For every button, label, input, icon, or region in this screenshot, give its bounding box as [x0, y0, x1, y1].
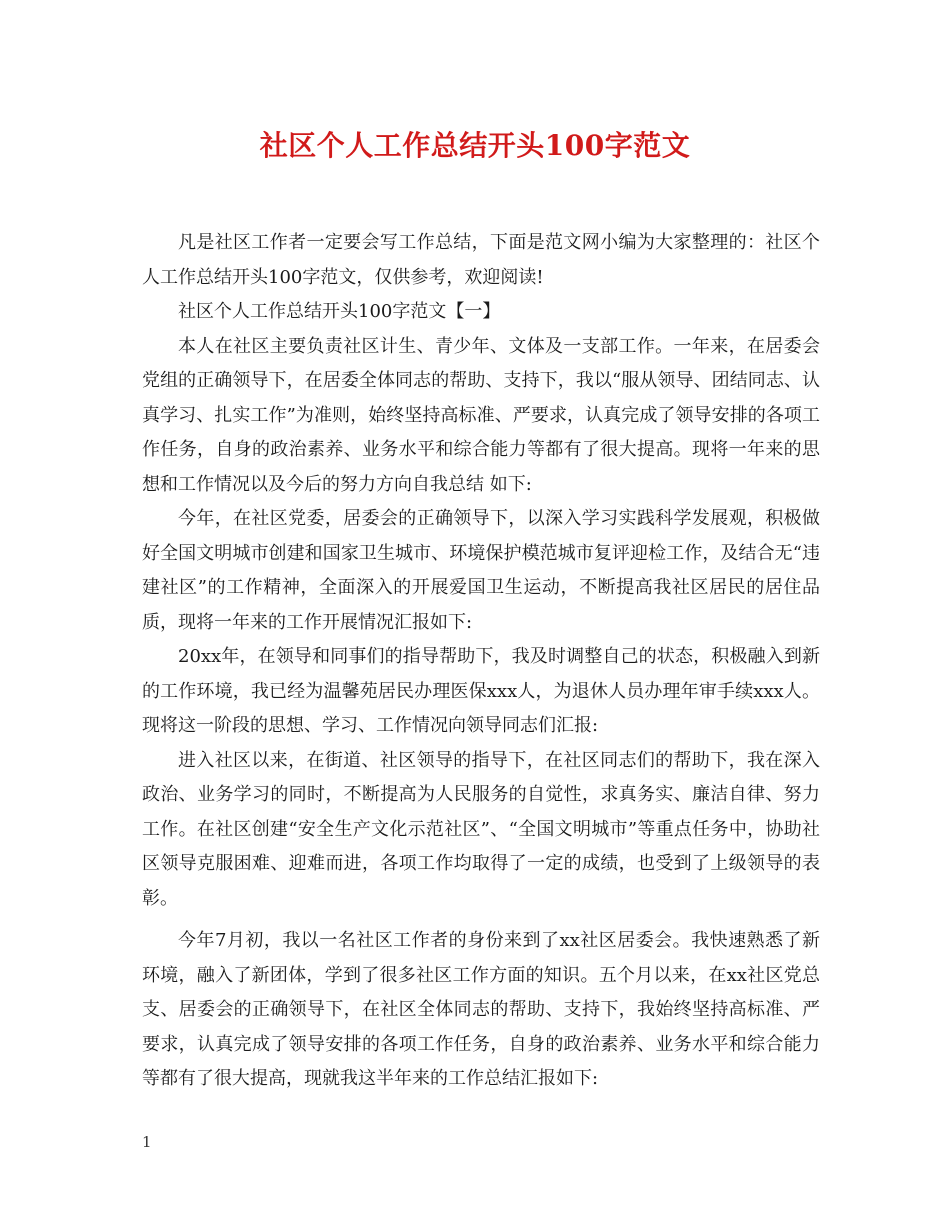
paragraph-20xx: 20xx年，在领导和同事们的指导帮助下，我及时调整自己的状态，积极融入到新的工作环境，我已经为温馨苑居民办理医保xxx人，为退休人员办理年审手续xxx人。现将这一阶段的思想、学习、工作情况向领导同志们汇报:: [142, 646, 820, 736]
page-number: 1: [142, 1133, 152, 1151]
paragraph-this-year: 今年，在社区党委，居委会的正确领导下，以深入学习实践科学发展观，积极做好全国文明城市创建和国家卫生城市、环境保护模范城市复评迎检工作，及结合无“违建社区”的工作精神，全面深入的开展爱国卫生运动，不断提高我社区居民的居住品质，现将一年来的工作开展情况汇报如下:: [142, 508, 820, 633]
paragraph-july: 今年7月初，我以一名社区工作者的身份来到了xx社区居委会。我快速熟悉了新环境，融入了新团体，学到了很多社区工作方面的知识。五个月以来，在xx社区党总支、居委会的正确领导下，在社区全体同志的帮助、支持下，我始终坚持高标准、严要求，认真完成了领导安排的各项工作任务，自身的政治素养、业务水平和综合能力等都有了很大提高，现就我这半年来的工作总结汇报如下:: [142, 930, 820, 1089]
paragraph-joined-community: 进入社区以来，在街道、社区领导的指导下，在社区同志们的帮助下，我在深入政治、业务学习的同时，不断提高为人民服务的自觉性，求真务实、廉洁自律、努力工作。在社区创建“安全生产文化示范社区”、“全国文明城市”等重点任务中，协助社区领导克服困难、迎难而进，各项工作均取得了一定的成绩，也受到了上级领导的表彰。: [142, 749, 820, 909]
section-heading: 社区个人工作总结开头100字范文【一】: [178, 301, 501, 322]
paragraph-responsibilities: 本人在社区主要负责社区计生、青少年、文体及一支部工作。一年来，在居委会党组的正确领导下，在居委全体同志的帮助、支持下，我以“服从领导、团结同志、认真学习、扎实工作”为准则，始终坚持高标准、严要求，认真完成了领导安排的各项工作任务，自身的政治素养、业务水平和综合能力等都有了很大提高。现将一年来的思想和工作情况以及今后的努力方向自我总结 如下:: [142, 335, 820, 495]
document-body: [142, 226, 820, 1097]
document-title: 社区个人工作总结开头100字范文: [259, 129, 691, 162]
paragraph-intro: 凡是社区工作者一定要会写工作总结，下面是范文网小编为大家整理的：社区个人工作总结开头100字范文，仅供参考，欢迎阅读!: [142, 232, 820, 288]
